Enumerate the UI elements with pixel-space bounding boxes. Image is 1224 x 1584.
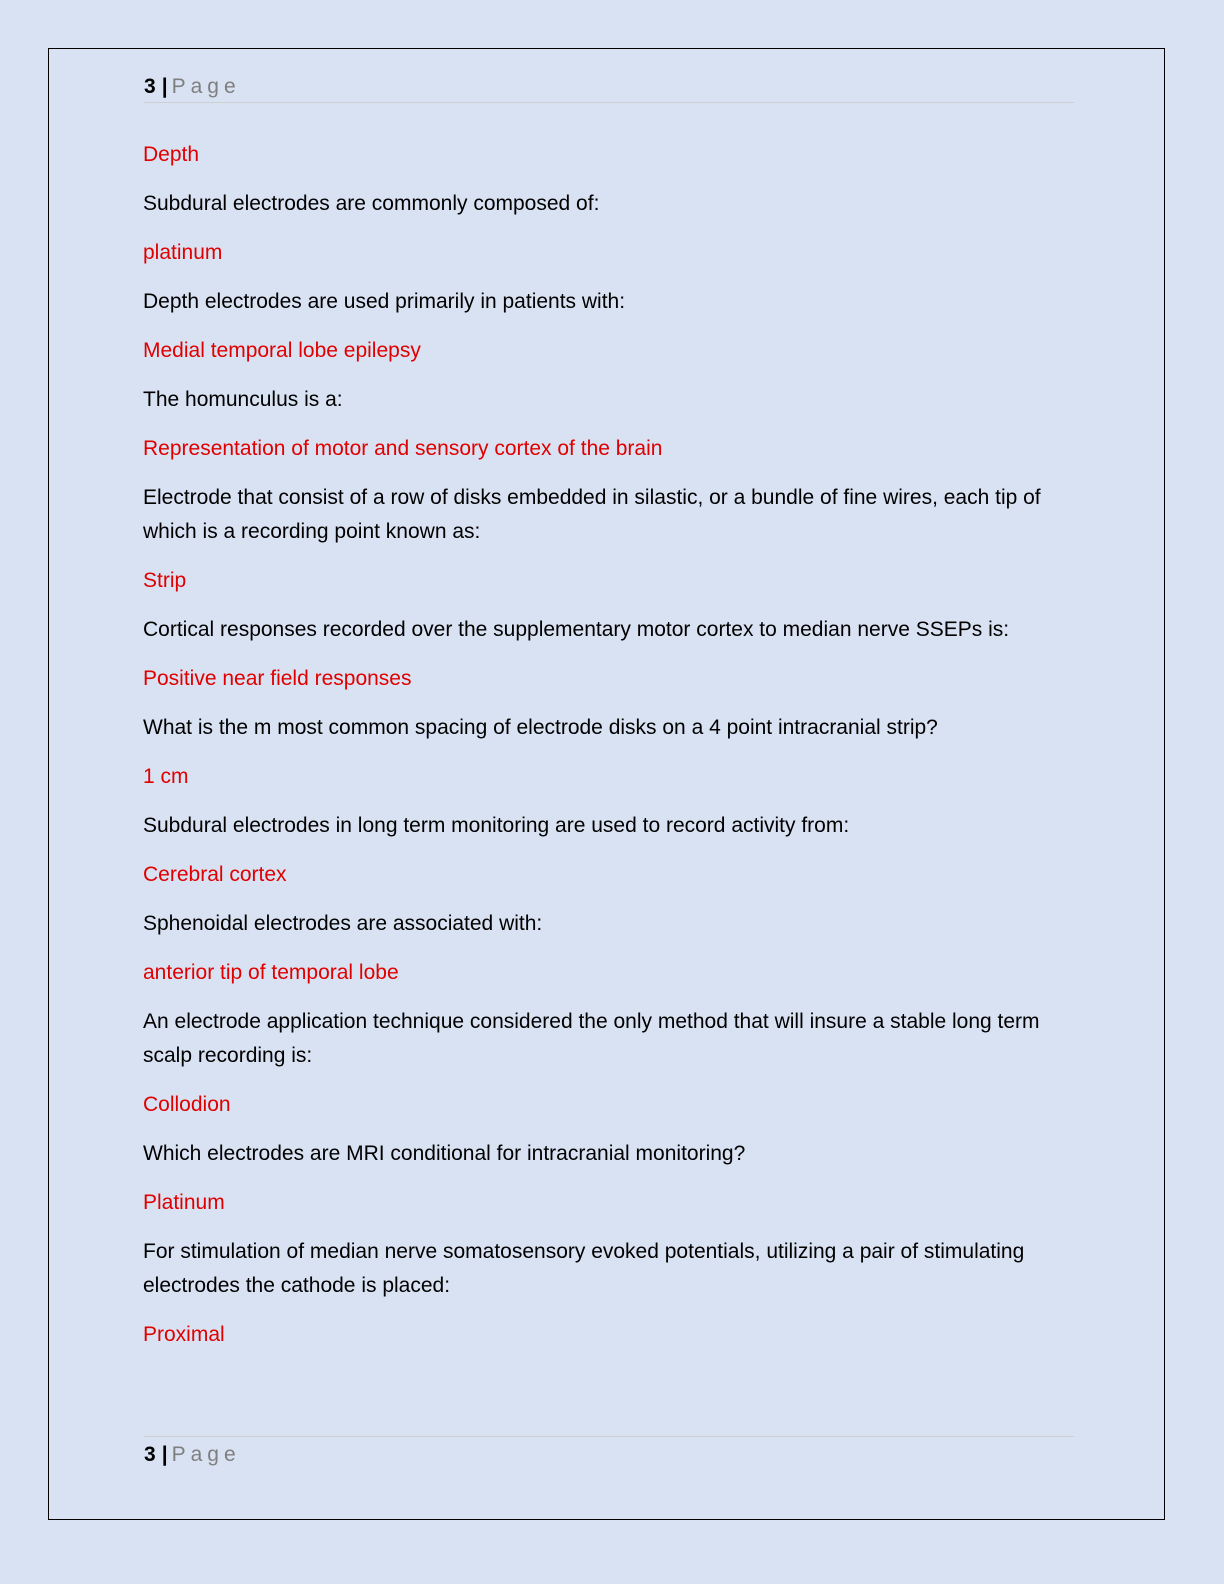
question-line: Which electrodes are MRI conditional for intracranial monitoring? <box>143 1142 746 1165</box>
question-line: What is the m most common spacing of electrode disks on a 4 point intracranial strip? <box>143 716 938 739</box>
answer-line: Representation of motor and sensory cortex of the brain <box>143 437 663 460</box>
question-line: Depth electrodes are used primarily in patients with: <box>143 290 626 313</box>
header-page-number: 3 <box>144 75 156 98</box>
answer-line: Collodion <box>143 1093 231 1116</box>
footer-page-number: 3 <box>144 1443 156 1466</box>
footer-page-label: Page <box>171 1443 241 1466</box>
question-line: Subdural electrodes in long term monitoring are used to record activity from: <box>143 814 850 837</box>
answer-line: Strip <box>143 569 187 592</box>
answer-line: Positive near field responses <box>143 667 412 690</box>
answer-line: platinum <box>143 241 223 264</box>
page-footer <box>144 1436 1074 1474</box>
answer-line: Medial temporal lobe epilepsy <box>143 339 421 362</box>
answer-line: Platinum <box>143 1191 225 1214</box>
question-line: An electrode application technique considered the only method that will insure a stable long term scalp recording is: <box>143 1010 1040 1067</box>
footer-separator: | <box>161 1443 168 1466</box>
header-separator: | <box>161 75 168 98</box>
question-line: Electrode that consist of a row of disks embedded in silastic, or a bundle of fine wires, each tip of which is a recording point known as: <box>143 486 1041 543</box>
question-line: Sphenoidal electrodes are associated with: <box>143 912 543 935</box>
document-body <box>143 138 1078 1367</box>
header-page-label: Page <box>171 75 241 98</box>
question-line: The homunculus is a: <box>143 388 343 411</box>
answer-line: Depth <box>143 143 200 166</box>
answer-line: Cerebral cortex <box>143 863 287 886</box>
question-line: For stimulation of median nerve somatosensory evoked potentials, utilizing a pair of stimulating electrodes the cathode is placed: <box>143 1240 1025 1297</box>
question-line: Cortical responses recorded over the supplementary motor cortex to median nerve SSEPs is: <box>143 618 1010 641</box>
answer-line: 1 cm <box>143 765 189 788</box>
question-line: Subdural electrodes are commonly composed of: <box>143 192 600 215</box>
page-header <box>144 72 1074 103</box>
answer-line: anterior tip of temporal lobe <box>143 961 399 984</box>
answer-line: Proximal <box>143 1323 225 1346</box>
